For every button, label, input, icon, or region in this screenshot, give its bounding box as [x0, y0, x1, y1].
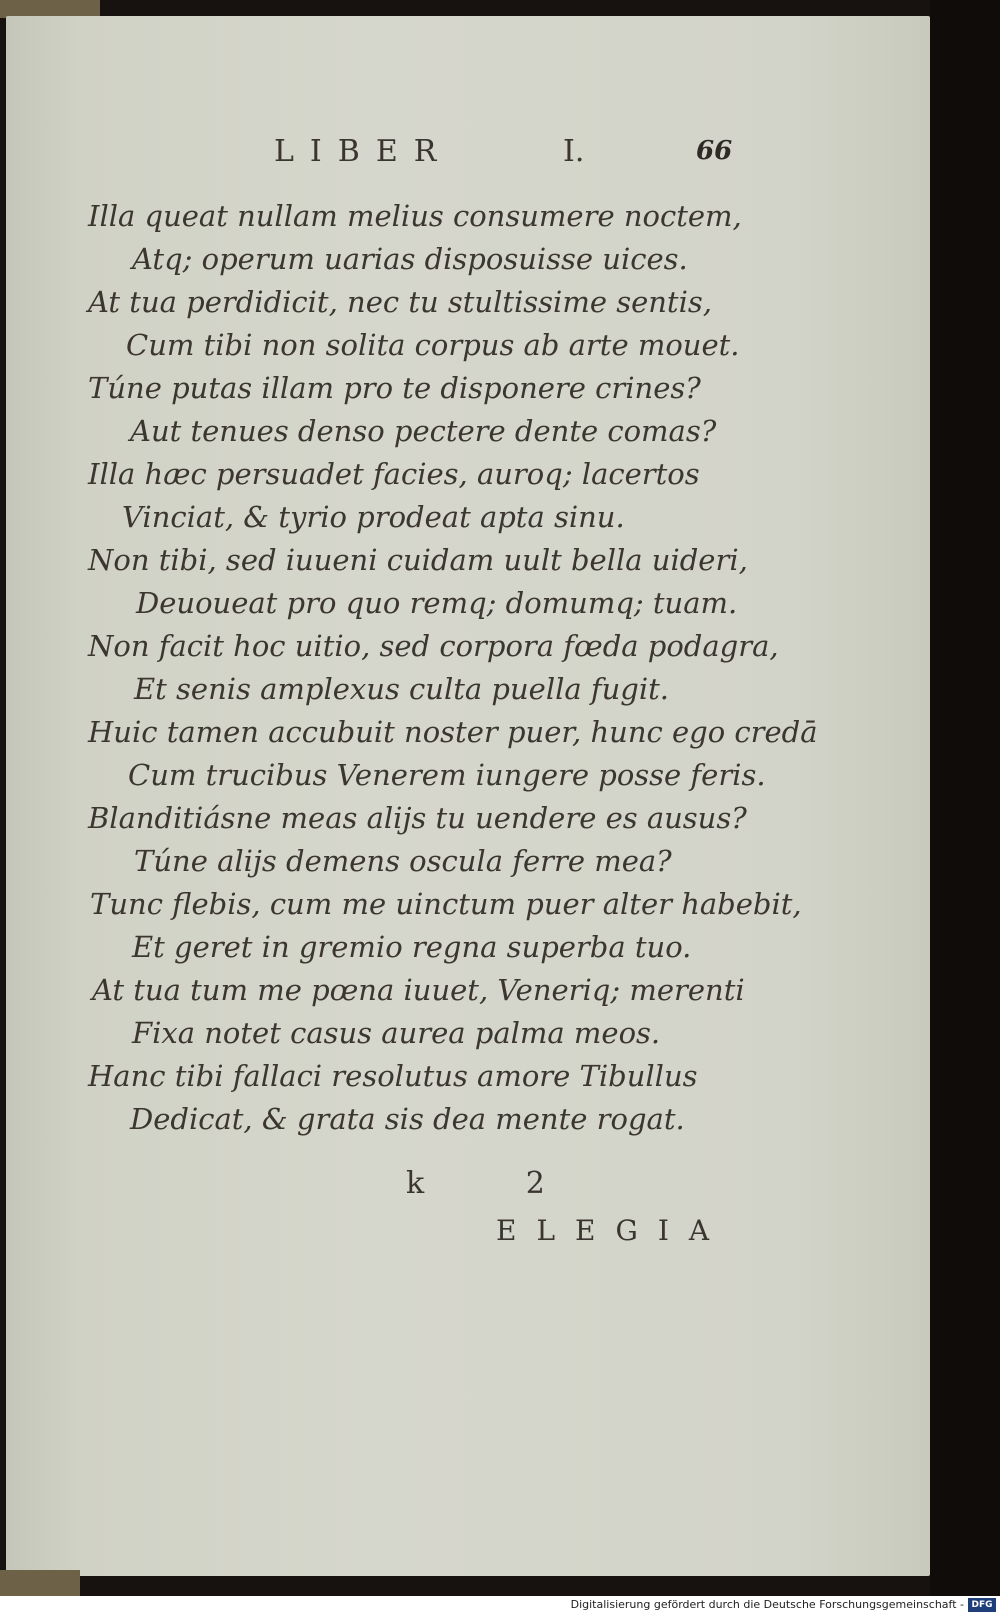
- digitization-footer: [0, 1596, 1000, 1615]
- verse-line: Túne putas illam pro te disponere crines?: [88, 371, 701, 405]
- dfg-logo: DFG: [968, 1598, 996, 1612]
- verse-line: Deuoueat pro quo remq; domumq; tuam.: [136, 586, 738, 620]
- verse-line: Aut tenues denso pectere dente comas?: [130, 414, 717, 448]
- page-header: [6, 134, 930, 174]
- page-edge-shadow: [930, 0, 1000, 1596]
- verse-line: Non facit hoc uitio, sed corpora fœda podagra,: [88, 629, 779, 663]
- verse-line: Et geret in gremio regna superba tuo.: [132, 930, 692, 964]
- running-title: LIBER: [274, 134, 453, 169]
- verse-line: Illa queat nullam melius consumere noctem,: [88, 199, 742, 233]
- verse-line: Huic tamen accubuit noster puer, hunc ego credā: [88, 715, 818, 749]
- verse-line: Hanc tibi fallaci resolutus amore Tibullus: [88, 1059, 698, 1093]
- verse-line: At tua perdidicit, nec tu stultissime sentis,: [88, 285, 712, 319]
- verse-line: Atq; operum uarias disposuisse uices.: [132, 242, 688, 276]
- book-page: [6, 16, 930, 1576]
- page-number: 66: [696, 136, 733, 166]
- verse-line: Blanditiásne meas alijs tu uendere es ausus?: [88, 801, 747, 835]
- verse-line: Cum trucibus Venerem iungere posse feris.: [128, 758, 766, 792]
- verse-line: Et senis amplexus culta puella fugit.: [134, 672, 669, 706]
- signature-mark: k 2: [406, 1166, 591, 1201]
- verse-line: Tunc flebis, cum me uinctum puer alter habebit,: [90, 887, 802, 921]
- catchword: ELEGIA: [496, 1214, 730, 1247]
- funding-credit: Digitalisierung gefördert durch die Deutsche Forschungsgemeinschaft -: [570, 1598, 964, 1611]
- binding-tape-bottom: [0, 1570, 80, 1596]
- verse-line: Illa hæc persuadet facies, auroq; lacertos: [88, 457, 700, 491]
- verse-line: Túne alijs demens oscula ferre mea?: [134, 844, 672, 878]
- verse-line: At tua tum me pœna iuuet, Veneriq; merenti: [92, 973, 745, 1007]
- book-number: I.: [563, 134, 585, 169]
- verse-line: Non tibi, sed iuueni cuidam uult bella uideri,: [88, 543, 748, 577]
- verse-line: Vinciat, & tyrio prodeat apta sinu.: [122, 500, 625, 534]
- verse-line: Cum tibi non solita corpus ab arte mouet.: [126, 328, 740, 362]
- verse-line: Dedicat, & grata sis dea mente rogat.: [130, 1102, 685, 1136]
- verse-line: Fixa notet casus aurea palma meos.: [132, 1016, 661, 1050]
